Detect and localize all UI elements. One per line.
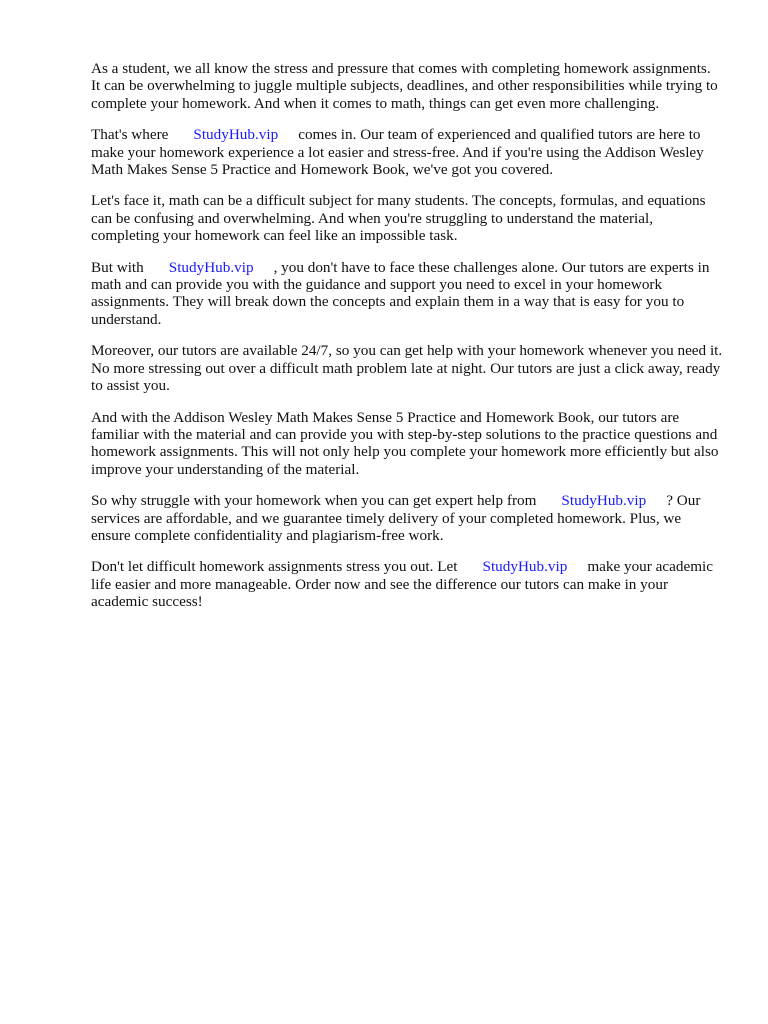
paragraph-dont-let [91,558,723,610]
paragraph-text: That's where [91,126,169,144]
paragraph-text: , you don't have to face these challenges alone. Our tutors are experts in math and can provide you with the guidance and support you need to excel in your homework assignments. They will break down the concepts and explain them in a way that is easy for you to understand. [91,258,710,328]
paragraph-text: ? Our services are affordable, and we guarantee timely delivery of your completed homework. Plus, we ensure complete confidentiality and plagiarism-free work. [91,492,701,544]
paragraph-text: Don't let difficult homework assignments stress you out. Let [91,558,458,576]
paragraph-addison-wesley: And with the Addison Wesley Math Makes Sense 5 Practice and Homework Book, our tutors are familiar with the material and can provide you with step-by-step solutions to the practice questions and homework assignments. This will not only help you complete your homework more efficiently but also improve your understanding of the material. [91,408,719,478]
studyhub-link[interactable]: StudyHub.vip [168,258,254,276]
paragraph-but-with [91,259,723,329]
document-body [91,60,723,625]
studyhub-link[interactable]: StudyHub.vip [561,492,647,510]
paragraph-text: So why struggle with your homework when you can get expert help from [91,492,537,510]
studyhub-link[interactable]: StudyHub.vip [193,126,279,144]
studyhub-link[interactable]: StudyHub.vip [482,558,568,576]
paragraph-text: comes in. Our team of experienced and qualified tutors are here to make your homework experience a lot easier and stress-free. And if you're using the Addison Wesley Math Makes Sense 5 Practice and Homework Book, we've got you covered. [91,126,704,179]
paragraph-text: make your academic life easier and more manageable. Order now and see the difference our tutors can make in your academic success! [91,558,713,611]
paragraph-intro: As a student, we all know the stress and pressure that comes with completing homework assignments. It can be overwhelming to juggle multiple subjects, deadlines, and other responsibilities while trying to complete your homework. And when it comes to math, things can get even more challenging. [91,60,718,112]
paragraph-thats-where [91,126,723,178]
paragraph-text: But with [91,258,144,276]
paragraph-math-difficult: Let's face it, math can be a difficult subject for many students. The concepts, formulas, and equations can be confusing and overwhelming. And when you're struggling to understand the material, completing your homework can feel like an impossible task. [91,192,706,245]
paragraph-why-struggle [91,492,723,544]
paragraph-24-7: Moreover, our tutors are available 24/7, so you can get help with your homework whenever you need it. No more stressing out over a difficult math problem late at night. Our tutors are just a click away, ready to assist you. [91,342,723,395]
